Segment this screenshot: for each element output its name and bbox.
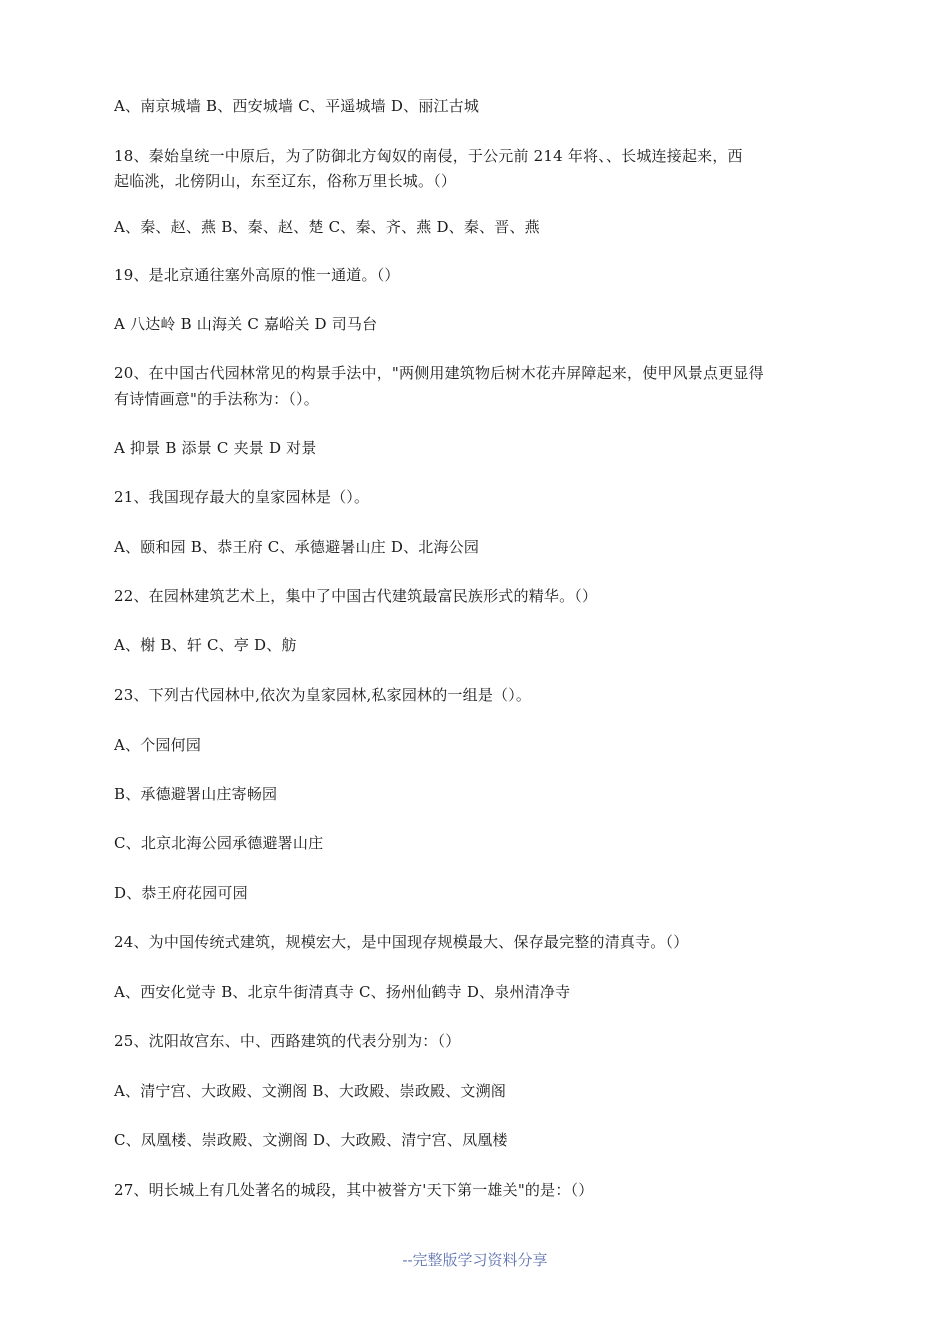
answer-options-q17: A、南京城墙 B、西安城墙 C、平遥城墙 D、丽江古城 [114, 97, 480, 115]
answer-options-q25-row-2: C、凤凰楼、崇政殿、文溯阁 D、大政殿、清宁宫、凤凰楼 [114, 1131, 508, 1149]
question-18-line-1: 18、秦始皇统一中原后，为了防御北方匈奴的南侵，于公元前 214 年将、、长城连接起来，西 [114, 147, 743, 165]
page-footer: --完整版学习资料分享 [402, 1251, 548, 1269]
answer-options-q22: A、榭 B、轩 C、亭 D、舫 [114, 636, 297, 654]
answer-options-q20: A 抑景 B 添景 C 夹景 D 对景 [114, 439, 317, 457]
answer-options-q24: A、西安化觉寺 B、北京牛街清真寺 C、扬州仙鹤寺 D、泉州清净寺 [114, 983, 571, 1001]
answer-options-q19: A 八达岭 B 山海关 C 嘉峪关 D 司马台 [114, 315, 378, 333]
question-22: 22、在园林建筑艺术上，集中了中国古代建筑最富民族形式的精华。（） [114, 587, 598, 605]
question-20-line-2: 有诗情画意"的手法称为：（）。 [114, 390, 319, 408]
question-20-line-1: 20、在中国古代园林常见的构景手法中，"两侧用建筑物后树木花卉屏障起来，使甲风景点更显得 [114, 364, 764, 382]
answer-options-q21: A、颐和园 B、恭王府 C、承德避暑山庄 D、北海公园 [114, 538, 480, 556]
answer-options-q25-row-1: A、清宁宫、大政殿、文溯阁 B、大政殿、崇政殿、文溯阁 [114, 1082, 507, 1100]
question-23: 23、下列古代园林中,依次为皇家园林,私家园林的一组是（）。 [114, 686, 532, 704]
answer-option-q23-a: A、个园何园 [114, 736, 202, 754]
question-24: 24、为中国传统式建筑，规模宏大，是中国现存规模最大、保存最完整的清真寺。（） [114, 933, 689, 951]
answer-options-q18: A、秦、赵、燕 B、秦、赵、楚 C、秦、齐、燕 D、秦、晋、燕 [114, 218, 540, 236]
question-21: 21、我国现存最大的皇家园林是（）。 [114, 488, 370, 506]
question-19: 19、是北京通往塞外高原的惟一通道。（） [114, 266, 400, 284]
answer-option-q23-b: B、承德避署山庄寄畅园 [114, 785, 278, 803]
question-25: 25、沈阳故宫东、中、西路建筑的代表分别为：（） [114, 1032, 461, 1050]
question-18-line-2: 起临洮，北傍阴山，东至辽东，俗称万里长城。（） [114, 172, 457, 190]
answer-option-q23-c: C、北京北海公园承德避署山庄 [114, 834, 324, 852]
answer-option-q23-d: D、恭王府花园可园 [114, 884, 248, 902]
question-27: 27、明长城上有几处著名的城段，其中被誉方'天下第一雄关"的是：（） [114, 1181, 594, 1199]
